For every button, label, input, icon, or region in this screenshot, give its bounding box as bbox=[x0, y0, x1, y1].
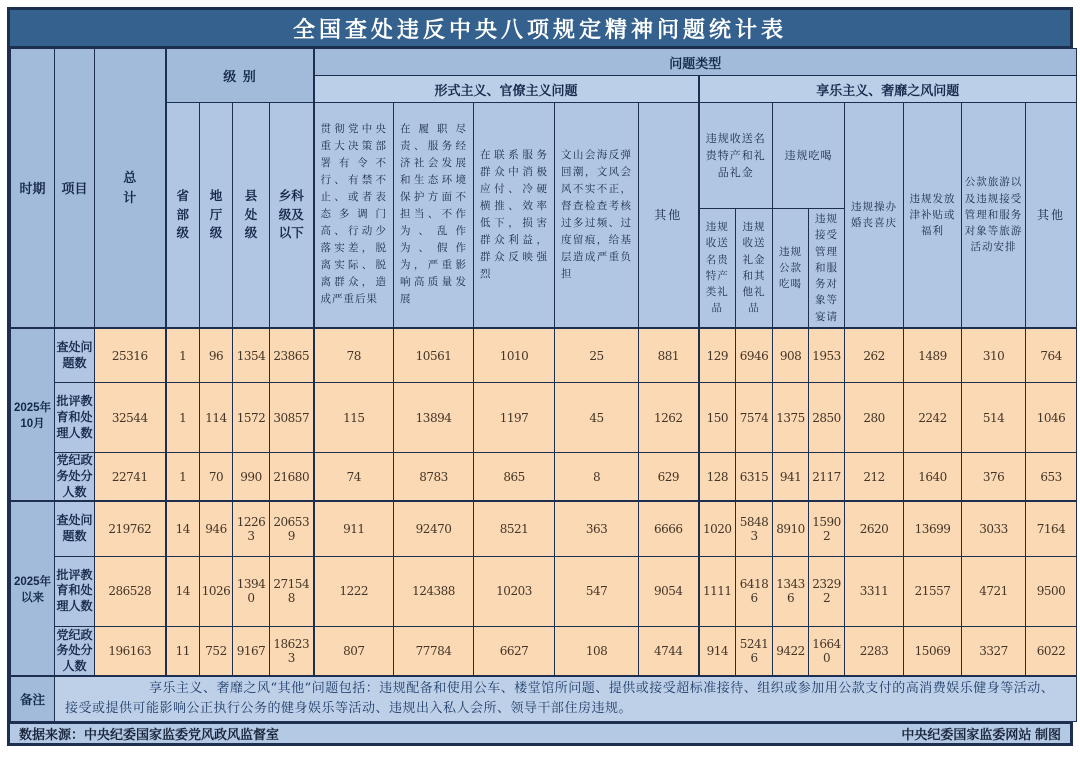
value-cell: 2620 bbox=[845, 501, 904, 556]
value-cell: 128 bbox=[699, 453, 736, 501]
value-cell: 1 bbox=[166, 328, 200, 383]
value-cell: 3327 bbox=[962, 626, 1026, 676]
value-cell: 286528 bbox=[95, 556, 166, 626]
value-cell: 990 bbox=[233, 453, 270, 501]
value-cell: 212 bbox=[845, 453, 904, 501]
value-cell: 2242 bbox=[904, 383, 962, 453]
group-header-formalism: 形式主义、官僚主义问题 bbox=[314, 76, 699, 103]
value-cell: 911 bbox=[314, 501, 394, 556]
value-cell: 946 bbox=[200, 501, 233, 556]
col-header-formalism-other: 其他 bbox=[639, 103, 699, 328]
value-cell: 262 bbox=[845, 328, 904, 383]
col-header-prefecture-level: 地厅级 bbox=[200, 103, 233, 328]
value-cell: 22741 bbox=[95, 453, 166, 501]
col-header-formalism-1: 贯彻党中央重大决策部署有令不行、有禁不止、或者表态多调门高、行动少落实差，脱离实际、脱离群众，造成严重后果 bbox=[314, 103, 394, 328]
value-cell: 1111 bbox=[699, 556, 736, 626]
value-cell: 124388 bbox=[394, 556, 474, 626]
value-cell: 9422 bbox=[773, 626, 809, 676]
item-cell: 党纪政务处分人数 bbox=[55, 626, 95, 676]
value-cell: 1572 bbox=[233, 383, 270, 453]
value-cell: 310 bbox=[962, 328, 1026, 383]
col-header-banquet-acceptance: 违规接受管理和服务对象等宴请 bbox=[809, 209, 845, 328]
value-cell: 45 bbox=[555, 383, 639, 453]
value-cell: 8783 bbox=[394, 453, 474, 501]
value-cell: 764 bbox=[1026, 328, 1077, 383]
value-cell: 8 bbox=[555, 453, 639, 501]
footer-bar bbox=[10, 722, 1070, 743]
value-cell: 13940 bbox=[233, 556, 270, 626]
group-header-hedonism: 享乐主义、奢靡之风问题 bbox=[699, 76, 1077, 103]
value-cell: 58483 bbox=[736, 501, 773, 556]
value-cell: 10203 bbox=[474, 556, 555, 626]
value-cell: 908 bbox=[773, 328, 809, 383]
value-cell: 77784 bbox=[394, 626, 474, 676]
group-header-dining: 违规吃喝 bbox=[773, 103, 845, 209]
col-header-formalism-3: 在联系服务群众中消极应付、冷硬横推、效率低下，损害群众利益，群众反映强烈 bbox=[474, 103, 555, 328]
item-cell: 查处问题数 bbox=[55, 501, 95, 556]
value-cell: 92470 bbox=[394, 501, 474, 556]
table-row bbox=[11, 626, 1077, 676]
header-row-3 bbox=[11, 103, 1077, 209]
credit-label: 中央纪委国家监委网站 制图 bbox=[901, 727, 1061, 743]
value-cell: 12263 bbox=[233, 501, 270, 556]
value-cell: 21557 bbox=[904, 556, 962, 626]
value-cell: 6315 bbox=[736, 453, 773, 501]
value-cell: 865 bbox=[474, 453, 555, 501]
value-cell: 629 bbox=[639, 453, 699, 501]
table-row bbox=[11, 556, 1077, 626]
group-header-gifts: 违规收送名贵特产和礼品礼金 bbox=[699, 103, 773, 209]
value-cell: 514 bbox=[962, 383, 1026, 453]
value-cell: 1 bbox=[166, 383, 200, 453]
remarks-section bbox=[11, 676, 1077, 722]
period-cell: 2025年以来 bbox=[11, 501, 55, 676]
page-title: 全国查处违反中央八项规定精神问题统计表 bbox=[10, 10, 1070, 48]
value-cell: 914 bbox=[699, 626, 736, 676]
header-row-1 bbox=[11, 49, 1077, 76]
value-cell: 108 bbox=[555, 626, 639, 676]
value-cell: 9054 bbox=[639, 556, 699, 626]
col-header-item: 项目 bbox=[55, 49, 95, 328]
value-cell: 653 bbox=[1026, 453, 1077, 501]
value-cell: 4744 bbox=[639, 626, 699, 676]
value-cell: 1197 bbox=[474, 383, 555, 453]
value-cell: 9500 bbox=[1026, 556, 1077, 626]
col-header-public-funds-dining: 违规公款吃喝 bbox=[773, 209, 809, 328]
value-cell: 16640 bbox=[809, 626, 845, 676]
value-cell: 6627 bbox=[474, 626, 555, 676]
value-cell: 7164 bbox=[1026, 501, 1077, 556]
remarks-text: 享乐主义、奢靡之风“其他”问题包括：违规配备和使用公车、楼堂馆所问题、提供或接受超标准接待、组织或参加用公款支付的高消费娱乐健身等活动、接受或提供可能影响公正执行公务的健身娱乐等活动、违规出入私人会所、领导干部住房违规。 bbox=[55, 676, 1077, 722]
value-cell: 752 bbox=[200, 626, 233, 676]
value-cell: 78 bbox=[314, 328, 394, 383]
value-cell: 1020 bbox=[699, 501, 736, 556]
value-cell: 1010 bbox=[474, 328, 555, 383]
value-cell: 4721 bbox=[962, 556, 1026, 626]
value-cell: 881 bbox=[639, 328, 699, 383]
value-cell: 6022 bbox=[1026, 626, 1077, 676]
value-cell: 25 bbox=[555, 328, 639, 383]
value-cell: 129 bbox=[699, 328, 736, 383]
value-cell: 10561 bbox=[394, 328, 474, 383]
value-cell: 13699 bbox=[904, 501, 962, 556]
value-cell: 14 bbox=[166, 556, 200, 626]
value-cell: 74 bbox=[314, 453, 394, 501]
table-frame bbox=[7, 7, 1073, 746]
value-cell: 2117 bbox=[809, 453, 845, 501]
col-header-gifts-cash: 违规收送礼金和其他礼品 bbox=[736, 209, 773, 328]
value-cell: 115 bbox=[314, 383, 394, 453]
value-cell: 52416 bbox=[736, 626, 773, 676]
value-cell: 7574 bbox=[736, 383, 773, 453]
col-header-province-level: 省部级 bbox=[166, 103, 200, 328]
value-cell: 1222 bbox=[314, 556, 394, 626]
value-cell: 23292 bbox=[809, 556, 845, 626]
statistics-table bbox=[10, 48, 1077, 722]
value-cell: 547 bbox=[555, 556, 639, 626]
value-cell: 3311 bbox=[845, 556, 904, 626]
value-cell: 1046 bbox=[1026, 383, 1077, 453]
value-cell: 807 bbox=[314, 626, 394, 676]
table-row bbox=[11, 383, 1077, 453]
period-cell: 2025年10月 bbox=[11, 328, 55, 501]
value-cell: 15069 bbox=[904, 626, 962, 676]
value-cell: 8521 bbox=[474, 501, 555, 556]
col-header-period: 时期 bbox=[11, 49, 55, 328]
value-cell: 25316 bbox=[95, 328, 166, 383]
remarks-label: 备注 bbox=[11, 676, 55, 722]
value-cell: 206539 bbox=[270, 501, 314, 556]
value-cell: 6946 bbox=[736, 328, 773, 383]
value-cell: 1262 bbox=[639, 383, 699, 453]
col-header-allowances: 违规发放津补贴或福利 bbox=[904, 103, 962, 328]
col-header-township-level: 乡科级及以下 bbox=[270, 103, 314, 328]
value-cell: 8910 bbox=[773, 501, 809, 556]
table-row bbox=[11, 453, 1077, 501]
value-cell: 363 bbox=[555, 501, 639, 556]
value-cell: 219762 bbox=[95, 501, 166, 556]
value-cell: 11 bbox=[166, 626, 200, 676]
value-cell: 150 bbox=[699, 383, 736, 453]
col-header-formalism-2: 在履职尽责、服务经济社会发展和生态环境保护方面不担当、不作为、乱作为、假作为，严重影响高质量发展 bbox=[394, 103, 474, 328]
value-cell: 30857 bbox=[270, 383, 314, 453]
col-header-county-level: 县处级 bbox=[233, 103, 270, 328]
value-cell: 376 bbox=[962, 453, 1026, 501]
col-header-formalism-4: 文山会海反弹回潮，文风会风不实不正，督查检查考核过多过频、过度留痕，给基层造成严重负担 bbox=[555, 103, 639, 328]
value-cell: 186233 bbox=[270, 626, 314, 676]
table-body bbox=[11, 328, 1077, 676]
group-header-problem-type: 问题类型 bbox=[314, 49, 1077, 76]
value-cell: 13894 bbox=[394, 383, 474, 453]
remarks-row bbox=[11, 676, 1077, 722]
value-cell: 15902 bbox=[809, 501, 845, 556]
table-row bbox=[11, 501, 1077, 556]
value-cell: 280 bbox=[845, 383, 904, 453]
value-cell: 1953 bbox=[809, 328, 845, 383]
value-cell: 13436 bbox=[773, 556, 809, 626]
value-cell: 14 bbox=[166, 501, 200, 556]
value-cell: 2850 bbox=[809, 383, 845, 453]
group-header-level: 级别 bbox=[166, 49, 314, 103]
value-cell: 1354 bbox=[233, 328, 270, 383]
item-cell: 党纪政务处分人数 bbox=[55, 453, 95, 501]
data-source-label: 数据来源：中央纪委国家监委党风政风监督室 bbox=[19, 727, 280, 743]
table-row bbox=[11, 328, 1077, 383]
value-cell: 1 bbox=[166, 453, 200, 501]
value-cell: 64186 bbox=[736, 556, 773, 626]
item-cell: 查处问题数 bbox=[55, 328, 95, 383]
value-cell: 941 bbox=[773, 453, 809, 501]
value-cell: 196163 bbox=[95, 626, 166, 676]
value-cell: 114 bbox=[200, 383, 233, 453]
value-cell: 6666 bbox=[639, 501, 699, 556]
col-header-gifts-specialty: 违规收送名贵特产类礼品 bbox=[699, 209, 736, 328]
value-cell: 2283 bbox=[845, 626, 904, 676]
value-cell: 32544 bbox=[95, 383, 166, 453]
col-header-total: 总计 bbox=[95, 49, 166, 328]
value-cell: 1489 bbox=[904, 328, 962, 383]
col-header-public-funded-travel: 公款旅游以及违规接受管理和服务对象等旅游活动安排 bbox=[962, 103, 1026, 328]
value-cell: 21680 bbox=[270, 453, 314, 501]
value-cell: 3033 bbox=[962, 501, 1026, 556]
value-cell: 1026 bbox=[200, 556, 233, 626]
value-cell: 96 bbox=[200, 328, 233, 383]
value-cell: 9167 bbox=[233, 626, 270, 676]
item-cell: 批评教育和处理人数 bbox=[55, 556, 95, 626]
value-cell: 1375 bbox=[773, 383, 809, 453]
value-cell: 271548 bbox=[270, 556, 314, 626]
col-header-weddings-funerals: 违规操办婚丧喜庆 bbox=[845, 103, 904, 328]
item-cell: 批评教育和处理人数 bbox=[55, 383, 95, 453]
value-cell: 23865 bbox=[270, 328, 314, 383]
value-cell: 1640 bbox=[904, 453, 962, 501]
col-header-hedonism-other: 其他 bbox=[1026, 103, 1077, 328]
value-cell: 70 bbox=[200, 453, 233, 501]
